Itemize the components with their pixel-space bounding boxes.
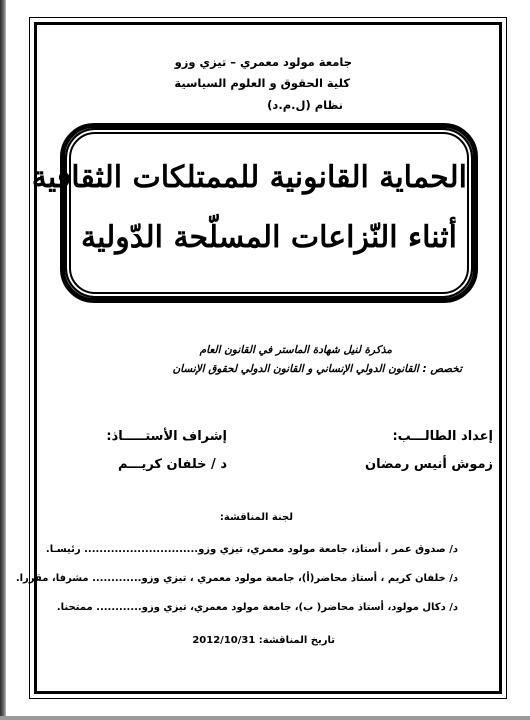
degree-system: نظام (ل.م.د) [267, 98, 343, 112]
page-edge-shadow [0, 0, 6, 720]
committee-member-3: د/ دكال مولود، أستاذ محاضر( ب)، جامعة مولود معمري، تيزي وزو............ ممتحنا. [56, 602, 458, 613]
committee-member-2: د/ خلفان كريم ، أستاذ محاضر(أ)، جامعة مولود معمري ، تيزي وزو............. مشرفا، مقررا. [15, 573, 458, 584]
supervisor-name: د / خلفان كريـــم [117, 457, 227, 472]
university-name: جامعة مولود معمري – تيزي وزو [174, 55, 352, 69]
committee-member-1: د/ صدوق عمر ، أستاذ، جامعة مولود معمري، تيزي وزو.............................. رئيسـا. [45, 544, 458, 555]
page-border [29, 17, 507, 699]
student-name: زموش أنيس رمضان [364, 457, 493, 472]
page-bottom-edge [0, 716, 530, 720]
thesis-title-line-2: أثناء النّزاعات المسلّحة الدّولية [81, 220, 457, 255]
student-label: إعداد الطالـــب: [392, 429, 493, 444]
memo-specialty: تخصص : القانون الدولي الإنساني و القانون الدولي لحقوق الإنسان [172, 363, 462, 375]
defense-date: تاريخ المناقشة: 2012/10/31 [192, 635, 335, 646]
committee-heading: لجنة المناقشة: [219, 512, 293, 523]
supervisor-label: إشراف الأستـــــاذ: [106, 429, 227, 444]
memo-degree: مذكرة لنيل شهادة الماستر في القانون العام [199, 344, 392, 356]
thesis-title-line-1: الحماية القانونية للممتلكات الثقافية [31, 160, 467, 195]
title-frame [31, 132, 469, 294]
faculty-name: كلية الحقوق و العلوم السياسية [174, 76, 350, 90]
